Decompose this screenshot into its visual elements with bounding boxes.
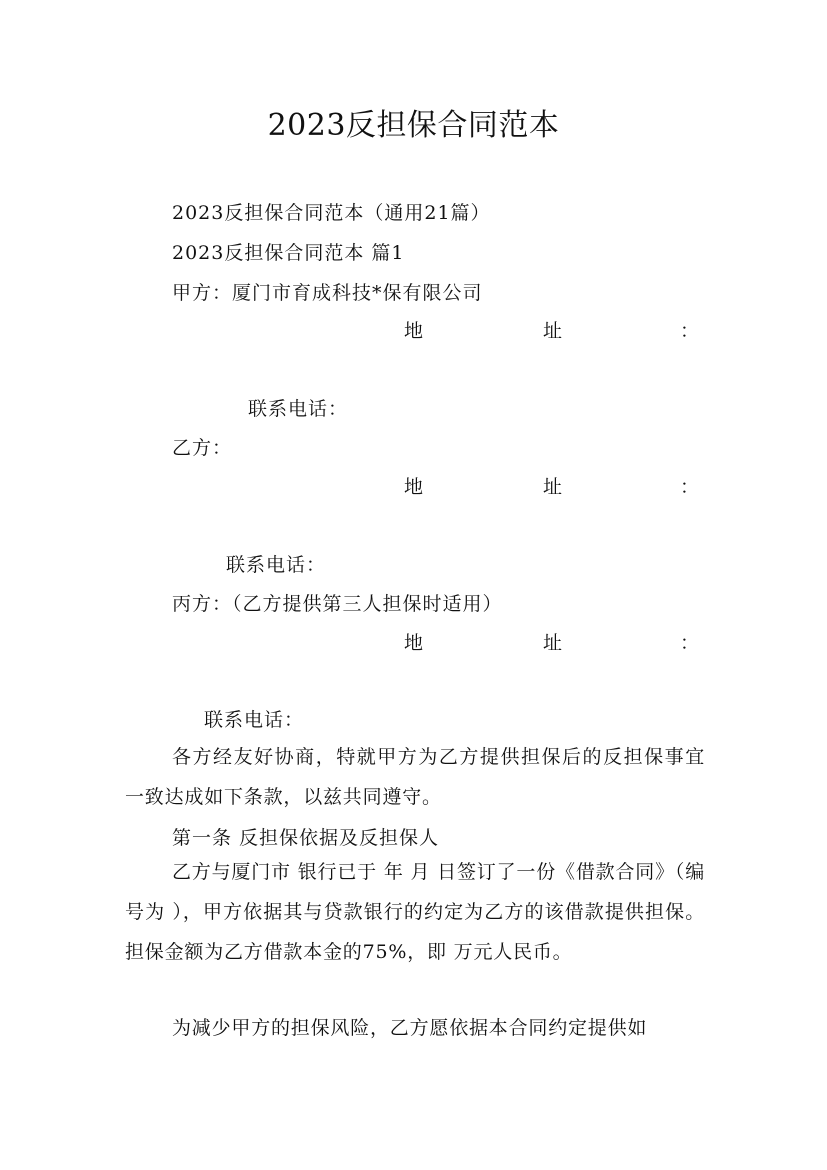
article-1-heading: 第一条 反担保依据及反担保人 — [172, 827, 440, 849]
party-c-phone-label: 联系电话： — [204, 709, 305, 731]
party-b-phone-label: 联系电话： — [226, 554, 327, 576]
article-1-paragraph-1: 乙方与厦门市 银行已于 年 月 日签订了一份《借款合同》（编号为 ），甲方依据其与贷款银行的约定为乙方的该借款提供担保。担保金额为乙方借款本金的75%，即 万元人民币。 — [125, 861, 705, 963]
party-b-address-label-2: 址 — [543, 476, 563, 498]
intro-paragraph: 各方经友好协商，特就甲方为乙方提供担保后的反担保事宜一致达成如下条款，以兹共同遵守。 — [125, 746, 705, 808]
party-a-phone-label: 联系电话： — [248, 398, 349, 420]
section-heading: 2023反担保合同范本 篇1 — [172, 242, 405, 264]
party-a-line: 甲方：厦门市育成科技*保有限公司 — [172, 282, 483, 304]
party-a-address-label-1: 地 — [404, 320, 424, 342]
party-c-address-colon: ： — [680, 632, 700, 654]
party-b-address-colon: ： — [680, 476, 700, 498]
document-title: 2023反担保合同范本 — [267, 108, 560, 143]
party-b-address-label-1: 地 — [404, 476, 424, 498]
document-subtitle: 2023反担保合同范本（通用21篇） — [172, 202, 491, 224]
party-c-line: 丙方：（乙方提供第三人担保时适用） — [172, 593, 503, 615]
party-a-address-label-2: 址 — [543, 320, 563, 342]
party-a-address-colon: ： — [680, 320, 700, 342]
party-c-address-label-2: 址 — [543, 632, 563, 654]
party-b-line: 乙方： — [172, 437, 233, 459]
party-c-address-label-1: 地 — [404, 632, 424, 654]
article-1-paragraph-2: 为减少甲方的担保风险，乙方愿依据本合同约定提供如 — [172, 1017, 648, 1039]
